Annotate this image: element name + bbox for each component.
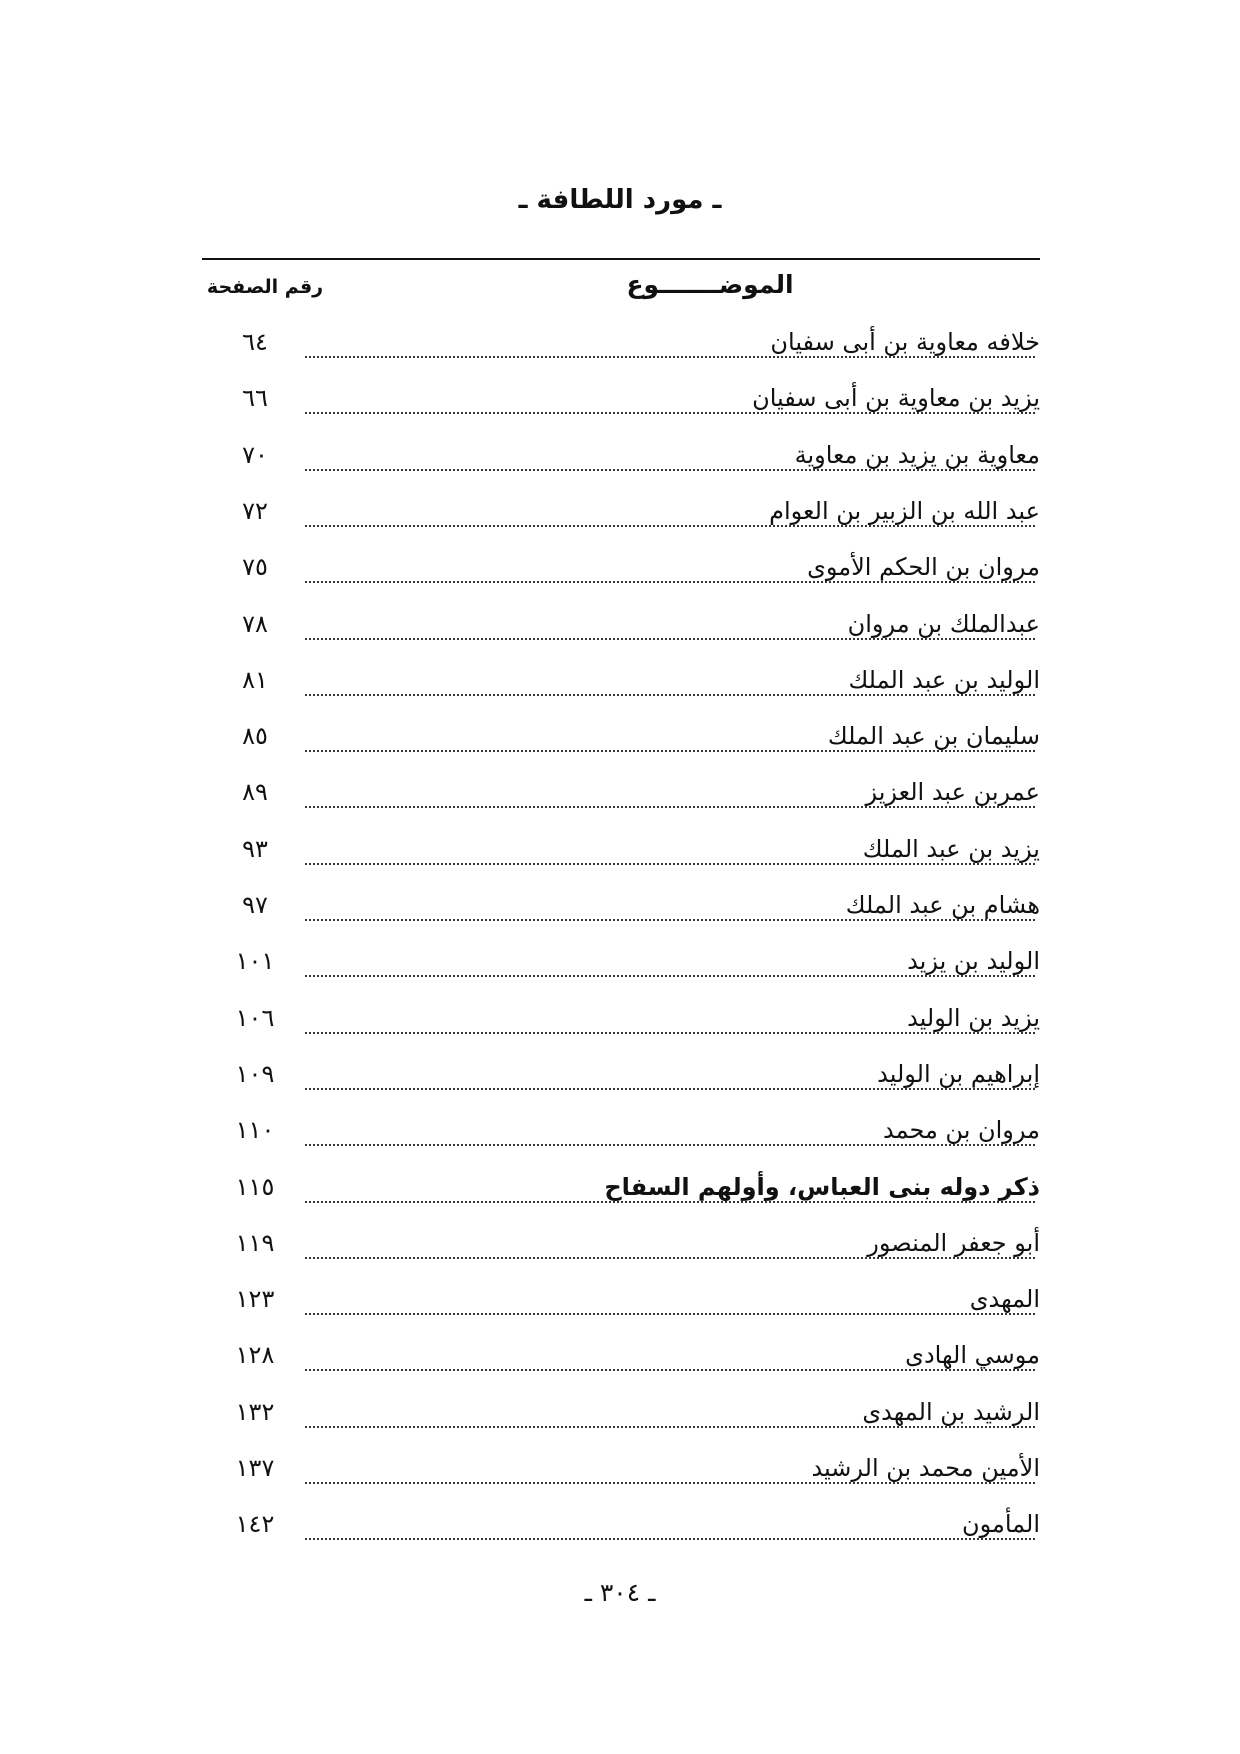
toc-entry: [0, 600, 1240, 656]
toc-entry: [0, 825, 1240, 881]
toc-entry: [0, 994, 1240, 1050]
dot-leader: [305, 1088, 1035, 1090]
dot-leader: [305, 1201, 1035, 1203]
toc-entry-page: ٧٥: [242, 553, 268, 582]
toc-entry-title: معاوية بن يزيد بن معاوية: [791, 441, 1040, 469]
toc-entry: [0, 881, 1240, 937]
dot-leader: [305, 1313, 1035, 1315]
toc-entry: [0, 1219, 1240, 1275]
toc-entry-title: خلافه معاوية بن أبى سفيان: [766, 328, 1040, 356]
subject-column-header: الموضـــــــوع: [626, 270, 794, 299]
toc-entry: [0, 656, 1240, 712]
dot-leader: [305, 750, 1035, 752]
toc-entry-title: يزيد بن معاوية بن أبى سفيان: [748, 384, 1040, 412]
dot-leader: [305, 581, 1035, 583]
toc-entry: [0, 712, 1240, 768]
toc-entry: [0, 1500, 1240, 1556]
dot-leader: [305, 1482, 1035, 1484]
dot-leader: [305, 638, 1035, 640]
toc-entry: [0, 1444, 1240, 1500]
toc-entry-page: ٩٧: [242, 891, 268, 919]
toc-entry-title: سليمان بن عبد الملك: [824, 722, 1040, 750]
dot-leader: [305, 863, 1035, 865]
dot-leader: [305, 1257, 1035, 1259]
toc-entry-page: ٧٠: [242, 440, 268, 469]
toc-entry-page: ٧٨: [242, 609, 268, 638]
toc-entry-title: يزيد بن عبد الملك: [859, 835, 1040, 863]
toc-entry: [0, 543, 1240, 599]
toc-entry-page: ٨٥: [242, 722, 268, 751]
toc-entry-page: ٨٩: [242, 778, 268, 807]
toc-entry: [0, 318, 1240, 374]
toc-entry: [0, 1106, 1240, 1162]
dot-leader: [305, 356, 1035, 358]
toc-entry-page: ١١٥: [235, 1172, 275, 1201]
toc-entry-title: يزيد بن الوليد: [903, 1004, 1040, 1032]
toc-entry-page: ١٠٩: [235, 1059, 275, 1088]
dot-leader: [305, 1032, 1035, 1034]
toc-entry-page: ١٣٢: [235, 1397, 275, 1426]
toc-entry: [0, 1331, 1240, 1387]
toc-entry: [0, 374, 1240, 430]
dot-leader: [305, 469, 1035, 471]
toc-entry: [0, 1275, 1240, 1331]
toc-entry-page: ١١٠: [235, 1116, 275, 1145]
toc-entry-title: الرشيد بن المهدى: [858, 1398, 1040, 1426]
page-column-header: رقم الصفحة: [206, 276, 324, 298]
toc-entry-title: ذكر دوله بنى العباس، وأولهم السفاح: [600, 1173, 1040, 1201]
running-head: ـ مورد اللطافة ـ: [518, 185, 722, 215]
dot-leader: [305, 412, 1035, 414]
dot-leader: [305, 919, 1035, 921]
toc-entry: [0, 768, 1240, 824]
dot-leader: [305, 694, 1035, 696]
toc-entry-page: ١٢٣: [235, 1285, 275, 1314]
toc-entry-page: ٨١: [242, 665, 268, 694]
toc-entry: [0, 1050, 1240, 1106]
dot-leader: [305, 1538, 1035, 1540]
toc-entry-title: الأمين محمد بن الرشيد: [807, 1454, 1040, 1482]
toc-entry-page: ١٠١: [235, 947, 275, 976]
toc-entry: [0, 1163, 1240, 1219]
header-rule: [202, 258, 1040, 260]
toc-entry-page: ١١٩: [235, 1228, 275, 1257]
toc-entry-title: مروان بن الحكم الأموى: [803, 553, 1040, 581]
toc-entry-page: ١٣٧: [235, 1454, 275, 1482]
toc-entry-title: عبدالملك بن مروان: [844, 610, 1040, 638]
page-number: ـ ٣٠٤ ـ: [584, 1578, 656, 1607]
toc-entry-title: الوليد بن يزيد: [903, 947, 1040, 975]
toc-entry: [0, 487, 1240, 543]
toc-entry-page: ١٤٢: [235, 1510, 275, 1539]
toc-entry-title: مروان بن محمد: [879, 1116, 1040, 1144]
toc-entry-title: هشام بن عبد الملك: [842, 891, 1040, 919]
dot-leader: [305, 975, 1035, 977]
dot-leader: [305, 806, 1035, 808]
toc-entry-page: ٦٤: [242, 328, 268, 356]
toc-entry-title: موسي الهادى: [901, 1341, 1040, 1369]
dot-leader: [305, 525, 1035, 527]
dot-leader: [305, 1426, 1035, 1428]
dot-leader: [305, 1369, 1035, 1371]
toc-entry-title: الوليد بن عبد الملك: [844, 666, 1040, 694]
toc-entry: [0, 1388, 1240, 1444]
toc-entry-title: عمربن عبد العزيز: [861, 778, 1040, 806]
dot-leader: [305, 1144, 1035, 1146]
toc-entry-page: ١٠٦: [235, 1003, 275, 1032]
toc-entry-title: عبد الله بن الزبير بن العوام: [765, 497, 1040, 525]
toc-entry-page: ١٢٨: [235, 1341, 275, 1370]
toc-entry-title: المأمون: [958, 1510, 1040, 1538]
toc-entry-title: إبراهيم بن الوليد: [873, 1060, 1040, 1088]
toc-entry-title: أبو جعفر المنصور: [863, 1229, 1040, 1257]
toc-entry: [0, 937, 1240, 993]
toc-entry: [0, 431, 1240, 487]
toc-entry-title: المهدى: [966, 1285, 1040, 1313]
toc-entry-page: ٩٣: [242, 834, 268, 863]
toc-entry-page: ٧٢: [242, 496, 268, 525]
toc-entry-page: ٦٦: [242, 384, 268, 413]
